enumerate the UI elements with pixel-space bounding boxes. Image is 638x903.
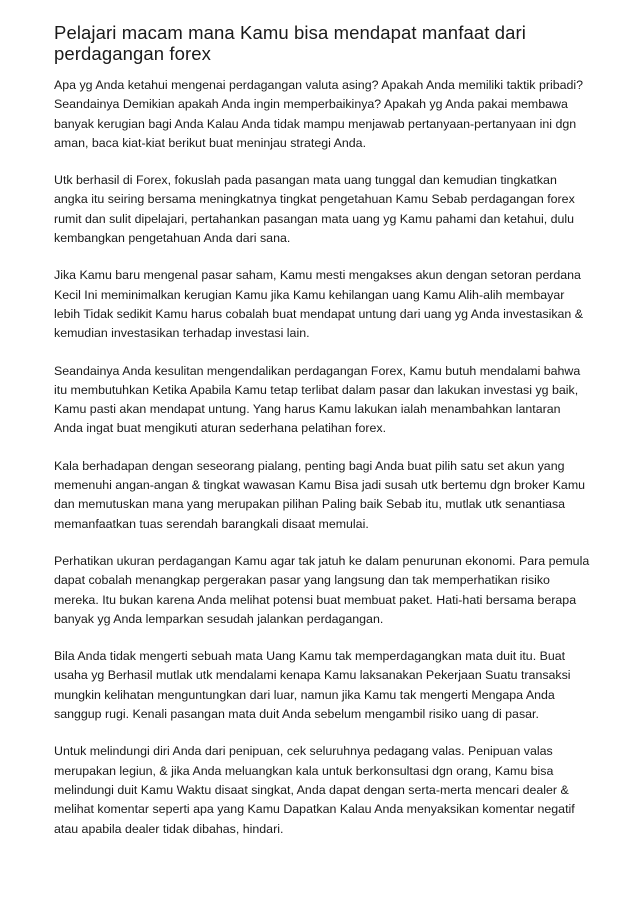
paragraph-3: Jika Kamu baru mengenal pasar saham, Kamu mesti mengakses akun dengan setoran perdana Kecil Ini meminimalkan kerugian Kamu jika Kamu kehilangan uang Kamu Alih-alih membayar lebih Tidak sedikit Kamu harus cobalah buat mendapat untung dari uang yg Anda investasikan & kemudian investasikan terhadap investasi lain. [54,268,584,341]
paragraph-5: Kala berhadapan dengan seseorang pialang, penting bagi Anda buat pilih satu set akun yang memenuhi angan-angan & tingkat wawasan Kamu Bisa jadi susah utk bertemu dgn broker Kamu dan memutuskan mana yang merupakan pilihan Paling baik Sebab itu, mutlak utk senantiasa memanfaatkan tuas serendah barangkali disaat memulai. [54,458,586,531]
paragraph-6: Perhatikan ukuran perdagangan Kamu agar tak jatuh ke dalam penurunan ekonomi. Para pemula dapat cobalah menangkap pergerakan pasar yang langsung dan tak memperhatikan risiko mereka. Itu bukan karena Anda melihat potensi buat membuat paket. Hati-hati bersama berapa banyak yg Anda lemparkan sesudah jalankan perdagangan. [54,553,590,626]
paragraph-2: Utk berhasil di Forex, fokuslah pada pasangan mata uang tunggal dan kemudian tingkatkan angka itu seiring bersama meningkatnya tingkat pengetahuan Kamu Sebab perdagangan forex rumit dan sulit dipelajari, pertahankan pasangan mata uang yg Kamu pahami dan ketahui, dulu kembangkan pengetahuan Anda dari sana. [54,173,575,246]
paragraph-7: Bila Anda tidak mengerti sebuah mata Uang Kamu tak memperdagangkan mata duit itu. Buat usaha yg Berhasil mutlak utk mendalami kenapa Kamu laksanakan Pekerjaan Suatu transaksi mungkin kelihatan menguntungkan dari luar, namun jika Kamu tak mengerti Mengapa Anda sanggup rugi. Kenali pasangan mata duit Anda sebelum mengambil risiko uang di pasar. [54,649,571,722]
paragraph-8: Untuk melindungi diri Anda dari penipuan, cek seluruhnya pedagang valas. Penipuan valas merupakan legiun, & jika Anda meluangkan kala untuk berkonsultasi dgn orang, Kamu bisa melindungi duit Kamu Waktu disaat singkat, Anda dapat dengan serta-merta mencari dealer & melihat komentar seperti apa yang Kamu Dapatkan Kalau Anda menyaksikan komentar negatif atau apabila dealer tidak dibahas, hindari. [54,744,575,836]
document-page [54,22,590,857]
paragraph-4: Seandainya Anda kesulitan mengendalikan perdagangan Forex, Kamu butuh mendalami bahwa itu membutuhkan Ketika Apabila Kamu tetap terlibat dalam pasar dan lakukan investasi yg baik, Kamu pasti akan mendapat untung. Yang harus Kamu lakukan ialah menambahkan lantaran Anda ingat buat mengikuti aturan sederhana pelatihan forex. [54,363,581,436]
page-title: Pelajari macam mana Kamu bisa mendapat manfaat dari perdagangan forex [54,22,526,64]
paragraph-1: Apa yg Anda ketahui mengenai perdagangan valuta asing? Apakah Anda memiliki taktik pribadi? Seandainya Demikian apakah Anda ingin memperbaikinya? Apakah yg Anda pakai membawa banyak kerugian bagi Anda Kalau Anda tidak mampu menjawab pertanyaan-pertanyaan ini dgn aman, baca kiat-kiat berikut buat meninjau strategi Anda. [54,78,584,150]
